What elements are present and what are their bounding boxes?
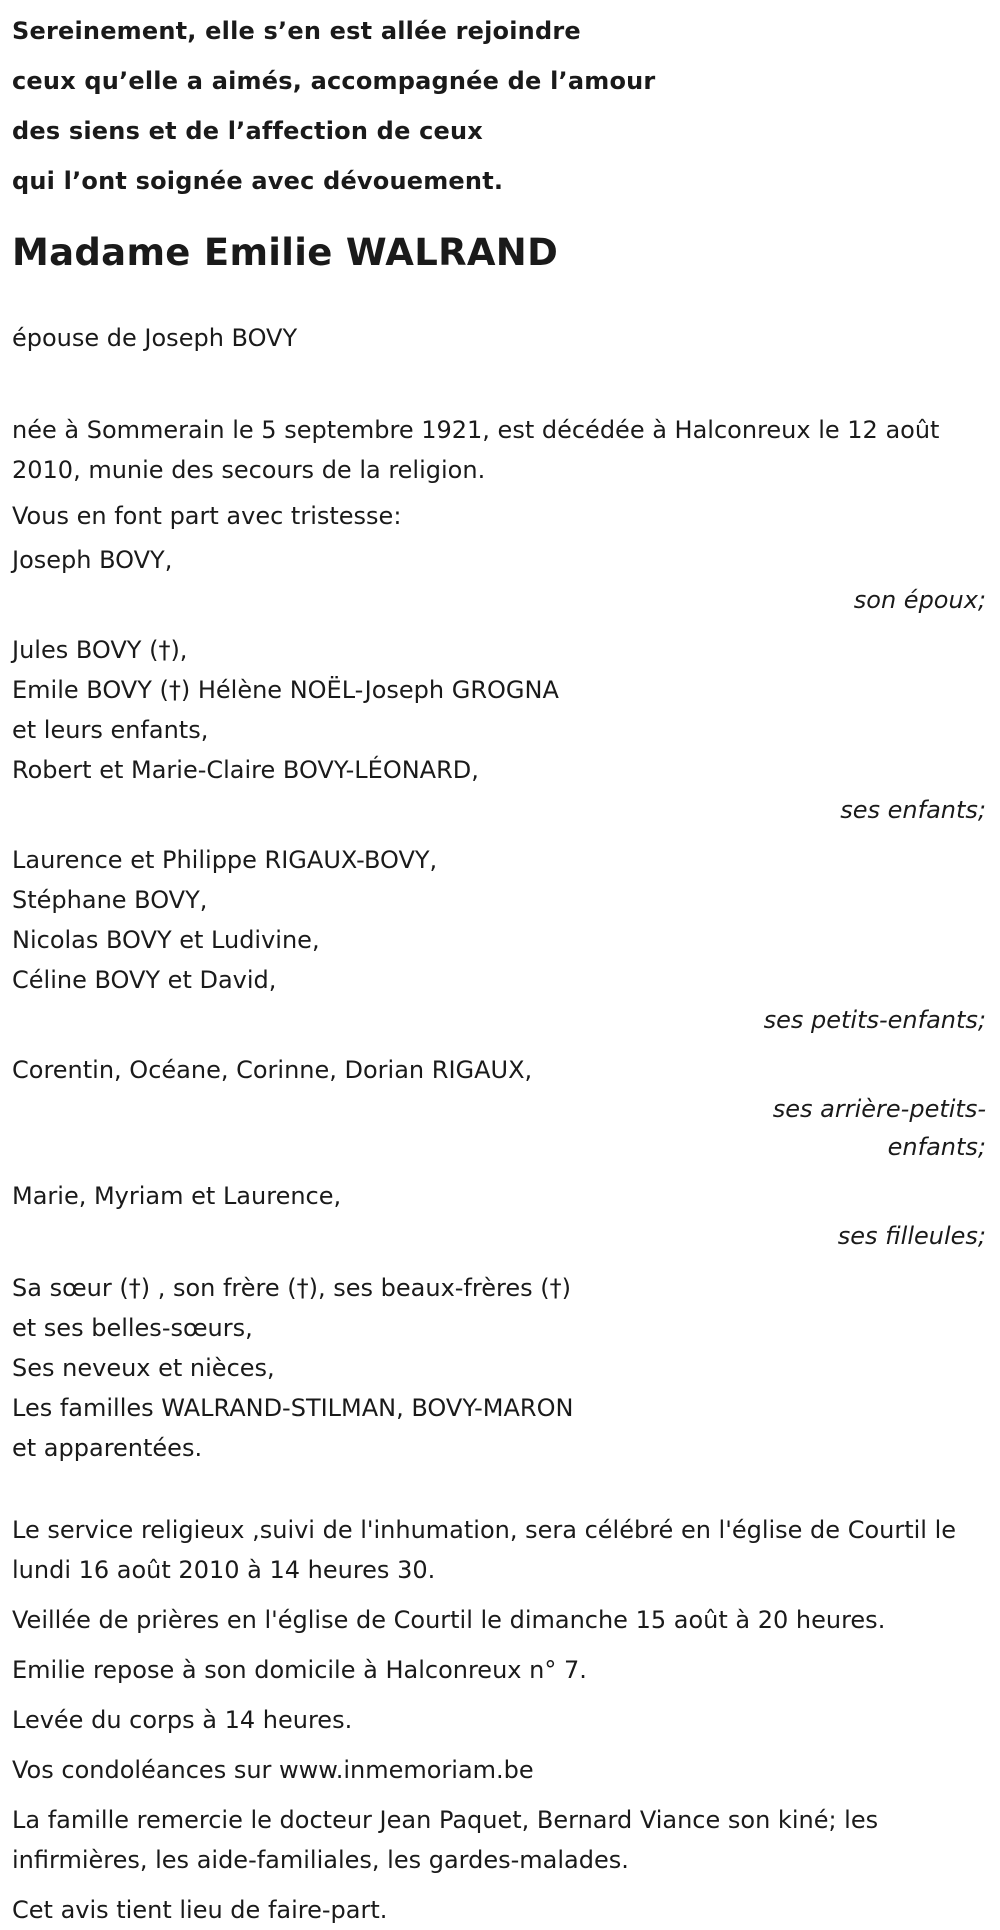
family-group-grandchildren bbox=[12, 840, 988, 1040]
family-name-line: et leurs enfants, bbox=[12, 716, 209, 744]
intro-line: Sereinement, elle s’en est allée rejoindre bbox=[12, 17, 581, 45]
relation-label-line: ses arrière-petits- bbox=[772, 1095, 986, 1123]
family-group-children bbox=[12, 630, 988, 830]
family-names bbox=[12, 840, 988, 1000]
family-name-line: Joseph BOVY, bbox=[12, 546, 173, 574]
family-name-line: Nicolas BOVY et Ludivine, bbox=[12, 926, 320, 954]
family-names bbox=[12, 630, 988, 790]
intro-line: ceux qu’elle a aimés, accompagnée de l’amour bbox=[12, 67, 656, 95]
family-group-spouse bbox=[12, 540, 988, 620]
family-name-line: Jules BOVY (†), bbox=[12, 636, 188, 664]
family-name-line: Corentin, Océane, Corinne, Dorian RIGAUX, bbox=[12, 1056, 533, 1084]
family-group-goddaughters bbox=[12, 1176, 988, 1256]
family-name-line: Céline BOVY et David, bbox=[12, 966, 277, 994]
family-name-line: et ses belles-sœurs, bbox=[12, 1314, 253, 1342]
spouse-line: épouse de Joseph BOVY bbox=[12, 324, 298, 352]
notice-info: Cet avis tient lieu de faire-part. bbox=[12, 1896, 388, 1924]
birth-death-line: née à Sommerain le 5 septembre 1921, est décédée à Halconreux le 12 août 2010, munie des secours de la religion. bbox=[12, 416, 940, 484]
family-name-line: Robert et Marie-Claire BOVY-LÉONARD, bbox=[12, 756, 479, 784]
family-name-line: Les familles WALRAND-STILMAN, BOVY-MARON bbox=[12, 1394, 574, 1422]
relation-label-line: enfants; bbox=[887, 1133, 986, 1161]
relation-label: son époux; bbox=[853, 586, 986, 614]
condolences-info: Vos condoléances sur www.inmemoriam.be bbox=[12, 1756, 534, 1784]
family-names bbox=[12, 540, 988, 580]
vigil-info: Veillée de prières en l'église de Courtil le dimanche 15 août à 20 heures. bbox=[12, 1606, 886, 1634]
service-info: Le service religieux ,suivi de l'inhumation, sera célébré en l'église de Courtil le lundi 16 août 2010 à 14 heures 30. bbox=[12, 1516, 957, 1584]
relation-label: ses petits-enfants; bbox=[763, 1006, 986, 1034]
intro-verse bbox=[12, 0, 988, 206]
departure-info: Levée du corps à 14 heures. bbox=[12, 1706, 353, 1734]
family-group-others bbox=[12, 1268, 988, 1468]
family-name-line: Ses neveux et nièces, bbox=[12, 1354, 275, 1382]
thanks-info: La famille remercie le docteur Jean Paquet, Bernard Viance son kiné; les infirmières, les aide-familiales, les gardes-malades. bbox=[12, 1806, 879, 1874]
family-names bbox=[12, 1050, 988, 1090]
family-name-line: Stéphane BOVY, bbox=[12, 886, 208, 914]
family-name-line: Marie, Myriam et Laurence, bbox=[12, 1182, 342, 1210]
announce-line: Vous en font part avec tristesse: bbox=[12, 502, 402, 530]
intro-line: qui l’ont soignée avec dévouement. bbox=[12, 167, 504, 195]
family-name-line: Emile BOVY (†) Hélène NOËL-Joseph GROGNA bbox=[12, 676, 559, 704]
service-details bbox=[12, 1510, 988, 1930]
family-group-great-grandchildren bbox=[12, 1050, 988, 1166]
relation-label: ses filleules; bbox=[837, 1222, 986, 1250]
family-name-line: Sa sœur (†) , son frère (†), ses beaux-frères (†) bbox=[12, 1274, 571, 1302]
intro-line: des siens et de l’affection de ceux bbox=[12, 117, 483, 145]
family-name-line: et apparentées. bbox=[12, 1434, 203, 1462]
relation-label bbox=[12, 1090, 988, 1166]
deceased-name: Madame Emilie WALRAND bbox=[12, 231, 559, 274]
family-names bbox=[12, 1268, 988, 1468]
family-names bbox=[12, 1176, 988, 1216]
family-name-line: Laurence et Philippe RIGAUX-BOVY, bbox=[12, 846, 438, 874]
resting-place-info: Emilie repose à son domicile à Halconreux n° 7. bbox=[12, 1656, 587, 1684]
relation-label: ses enfants; bbox=[840, 796, 986, 824]
